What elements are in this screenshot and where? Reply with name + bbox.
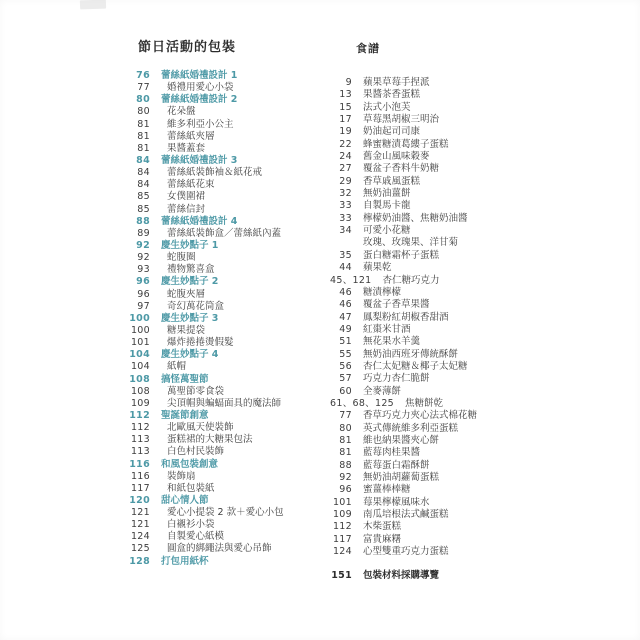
toc-entry	[128, 179, 358, 191]
toc-entry	[330, 423, 600, 435]
toc-entry	[330, 237, 600, 249]
entry-title: 蕾絲紙夾層	[167, 130, 215, 142]
toc-entry	[330, 410, 600, 422]
entry-title: 自製愛心紙模	[167, 531, 225, 543]
entry-title: 無花果水羊羹	[363, 336, 421, 348]
entry-title: 焦糖餅乾	[405, 397, 444, 409]
entry-title: 裝飾扇	[167, 470, 196, 482]
entry-title: 爆炸捲捲燙假髮	[167, 337, 234, 349]
toc-entry	[128, 276, 358, 288]
toc-entry	[330, 324, 600, 336]
page-number: 34	[339, 225, 352, 237]
entry-title: 蕾絲紙婚禮設計 1	[161, 70, 238, 81]
page-number: 45、121	[330, 274, 372, 286]
page-number: 19	[339, 126, 352, 138]
page-number: 81	[137, 142, 150, 154]
page-number: 15	[339, 101, 352, 113]
page-number: 113	[130, 434, 150, 446]
page-number: 100	[129, 312, 150, 324]
entry-title: 甜心情人節	[161, 494, 209, 506]
toc-entry	[128, 398, 358, 410]
toc-entry	[330, 250, 600, 262]
toc-entry	[128, 70, 358, 82]
toc-entry	[128, 531, 358, 543]
toc-entry	[128, 216, 358, 228]
toc-entry	[128, 204, 358, 216]
toc-entry	[128, 119, 358, 131]
entry-title: 禮物驚喜盒	[167, 264, 215, 276]
page-number: 57	[339, 373, 352, 385]
toc-entry	[128, 422, 358, 434]
page-number: 46	[339, 286, 352, 298]
page-number: 81	[137, 118, 150, 130]
entry-title: 香草巧克力夾心法式棉花糖	[363, 410, 478, 422]
entry-title: 巧克力杏仁脆餅	[363, 373, 430, 385]
entry-title: 蛋白糖霜杯子蛋糕	[363, 249, 440, 261]
page-number: 96	[137, 288, 150, 300]
toc-entry	[128, 386, 358, 398]
entry-title: 紅棗米甘酒	[363, 323, 411, 335]
toc-entry	[128, 143, 358, 155]
entry-title: 愛心小提袋 2 款＋愛心小包	[167, 507, 284, 519]
entry-title: 木柴蛋糕	[363, 521, 402, 533]
toc-entry	[128, 167, 358, 179]
page-number: 109	[332, 509, 352, 521]
toc-entry	[330, 472, 600, 484]
toc-entry-materials-guide	[330, 570, 600, 582]
scan-artifact-mark	[80, 0, 106, 9]
toc-entry	[330, 312, 600, 324]
page-number: 81	[339, 434, 352, 446]
page-number: 61、68、125	[330, 397, 395, 409]
entry-title: 蕾絲紙裝飾盒／蕾絲紙內蓋	[167, 227, 282, 239]
toc-entry	[330, 509, 600, 521]
entry-title: 玫瑰、玫瑰果、洋甘菊	[363, 237, 459, 249]
list-gap	[330, 558, 600, 570]
entry-title: 北歐風天使裝飾	[167, 422, 234, 434]
entry-title: 紙帽	[167, 361, 187, 373]
entry-title: 糖漬檸檬	[363, 286, 402, 298]
entry-title: 奶油起司司康	[363, 126, 421, 138]
toc-entry	[330, 275, 600, 287]
page-number: 100	[130, 324, 150, 336]
toc-entry	[128, 434, 358, 446]
section-title-recipes: 食譜	[356, 42, 380, 55]
page-number: 117	[332, 533, 352, 545]
page-number: 124	[130, 531, 150, 543]
toc-list-left	[128, 70, 358, 568]
entry-title: 慶生妙點子 1	[161, 239, 219, 251]
toc-entry	[330, 213, 600, 225]
toc-entry	[330, 188, 600, 200]
toc-list-right	[330, 77, 600, 558]
toc-entry	[330, 336, 600, 348]
toc-entry	[128, 228, 358, 240]
page-number: 80	[339, 422, 352, 434]
page-number: 9	[345, 77, 352, 88]
entry-title: 蜜薑棒棒糖	[363, 484, 411, 496]
page-number: 77	[137, 82, 150, 94]
entry-title: 和紙包裝紙	[167, 482, 215, 494]
page-number: 121	[130, 519, 150, 531]
page-number: 96	[339, 484, 352, 496]
entry-title: 杏仁糖巧克力	[382, 274, 440, 286]
page-number: 49	[339, 323, 352, 335]
page-number: 55	[339, 348, 352, 360]
page-number: 80	[137, 106, 150, 118]
toc-footer	[330, 570, 600, 582]
entry-title: 蛋糕裙的大糖果包法	[167, 434, 253, 446]
toc-entry	[330, 176, 600, 188]
toc-entry	[330, 460, 600, 472]
toc-entry	[330, 287, 600, 299]
entry-title: 蕾絲紙婚禮設計 3	[161, 154, 238, 166]
page-number: 81	[137, 130, 150, 142]
toc-entry	[128, 131, 358, 143]
entry-title: 慶生妙點子 2	[161, 276, 219, 288]
page-number: 112	[130, 422, 150, 434]
entry-title: 蕾絲紙花束	[167, 179, 215, 191]
page-number: 92	[136, 239, 150, 251]
entry-title: 覆盆子香草果醬	[363, 299, 430, 311]
entry-title: 舊金山風味穀麥	[363, 151, 430, 163]
toc-entry	[330, 114, 600, 126]
page-number: 125	[130, 543, 150, 555]
entry-title: 尖頂帽與蝙蝠面具的魔法師	[167, 397, 282, 409]
entry-title: 可愛小花糖	[363, 225, 411, 237]
toc-entry	[128, 556, 358, 568]
toc-entry	[128, 471, 358, 483]
entry-title: 婚禮用愛心小袋	[167, 82, 234, 94]
toc-entry	[128, 286, 358, 301]
page-number: 93	[137, 264, 150, 276]
page-number: 88	[136, 215, 150, 227]
page-number: 116	[130, 470, 150, 482]
page-number: 128	[129, 555, 150, 567]
section-recipes	[330, 40, 600, 583]
entry-title: 蕾絲紙婚禮設計 2	[161, 94, 238, 106]
entry-title: 維多利亞小公主	[167, 118, 234, 130]
entry-title: 維也納果醬夾心餅	[363, 434, 440, 446]
page-number: 60	[339, 385, 352, 397]
toc-entry	[330, 225, 600, 237]
entry-title: 蕾絲信封	[167, 203, 206, 215]
page-number: 117	[130, 482, 150, 494]
entry-title: 香草戚風蛋糕	[363, 175, 421, 187]
page-number: 47	[339, 311, 352, 323]
toc-entry	[128, 374, 358, 386]
entry-title: 蘋果乾	[363, 262, 392, 274]
toc-entry	[128, 483, 358, 495]
page-number: 108	[130, 385, 150, 397]
toc-entry	[128, 410, 358, 422]
page-number: 104	[129, 349, 150, 361]
toc-entry	[330, 299, 600, 311]
section-title-festive-packaging: 節日活動的包裝	[138, 40, 237, 55]
toc-entry	[330, 102, 600, 114]
entry-title: 蜂蜜糖漬葛縷子蛋糕	[363, 138, 449, 150]
entry-title: 慶生妙點子 4	[161, 349, 219, 361]
entry-title: 和風包裝創意	[161, 458, 219, 470]
page-number: 116	[129, 458, 150, 470]
entry-title: 果醬茶香蛋糕	[363, 89, 421, 101]
toc-entry	[128, 240, 358, 252]
page-number: 77	[339, 410, 352, 422]
page-number: 84	[136, 154, 150, 166]
toc-entry	[330, 163, 600, 175]
page-number: 104	[130, 361, 150, 373]
toc-entry	[330, 447, 600, 459]
toc-entry	[128, 94, 358, 106]
page-number: 33	[339, 200, 352, 212]
page-number: 80	[136, 94, 150, 106]
toc-entry	[128, 249, 358, 264]
entry-title: 蕾絲紙婚禮設計 4	[161, 215, 238, 227]
toc-entry	[330, 435, 600, 447]
entry-title: 南瓜培根法式鹹蛋糕	[363, 509, 449, 521]
toc-entry	[330, 151, 600, 163]
toc-entry	[128, 301, 358, 313]
entry-title: 蛇腹圈	[167, 252, 196, 264]
entry-title: 蕾絲紙裝飾袖＆紙花戒	[167, 167, 263, 179]
page-number: 56	[339, 360, 352, 372]
page-number: 44	[339, 262, 352, 274]
toc-entry	[330, 200, 600, 212]
entry-title: 白色村民裝飾	[167, 446, 225, 458]
page-number: 13	[339, 89, 352, 101]
entry-title: 鳳梨粉紅胡椒香甜酒	[363, 311, 449, 323]
entry-title: 奇幻萬花筒盒	[167, 300, 225, 312]
entry-title: 檸檬奶油醬、焦糖奶油醬	[363, 212, 468, 224]
page-number: 35	[339, 249, 352, 261]
entry-title: 覆盆子香料牛奶糖	[363, 163, 440, 175]
toc-entry	[128, 106, 358, 118]
entry-title: 女僕圍裙	[167, 191, 206, 203]
entry-title: 圓盒的綁繩法與愛心吊飾	[167, 543, 272, 555]
entry-title: 果醬蓋套	[167, 142, 206, 154]
toc-entry	[330, 546, 600, 558]
page-number: 97	[137, 300, 150, 312]
toc-entry	[330, 349, 600, 361]
toc-entry	[330, 521, 600, 533]
toc-entry	[128, 337, 358, 349]
entry-title: 聖誕節創意	[161, 409, 209, 421]
entry-title: 無奶油胡蘿蔔蛋糕	[363, 472, 440, 483]
toc-entry	[128, 264, 358, 276]
toc-entry	[330, 497, 600, 509]
page-number: 88	[339, 459, 352, 471]
page-number: 85	[137, 191, 150, 203]
entry-title: 無奶油西班牙傳統酥餅	[363, 348, 459, 360]
page-number: 89	[137, 227, 150, 239]
page-number: 124	[332, 546, 352, 558]
page-number: 112	[332, 521, 352, 533]
page-number: 96	[136, 276, 150, 288]
entry-title: 草莓黑胡椒三明治	[363, 114, 440, 126]
page-number: 112	[129, 409, 150, 421]
toc-entry	[330, 386, 600, 398]
toc-entry	[128, 507, 358, 519]
toc-entry	[330, 373, 600, 385]
page-number: 46	[339, 299, 352, 311]
toc-entry	[128, 349, 358, 361]
entry-title: 萬聖節零食袋	[167, 385, 225, 397]
page-number: 151	[331, 570, 352, 582]
toc-entry	[330, 398, 600, 410]
entry-title: 蘋果草莓手捏派	[363, 77, 430, 88]
entry-title: 搞怪萬聖節	[161, 373, 209, 385]
toc-entry	[330, 89, 600, 101]
entry-title: 慶生妙點子 3	[161, 312, 219, 324]
page-number: 84	[137, 179, 150, 191]
entry-title: 英式傳統維多利亞蛋糕	[363, 422, 459, 434]
page-number: 101	[332, 496, 352, 508]
page-number: 92	[137, 252, 150, 264]
entry-title: 蛇腹夾層	[167, 288, 206, 300]
page-number: 17	[339, 114, 352, 126]
entry-title: 無奶油薑餅	[363, 188, 411, 200]
page-number: 29	[339, 175, 352, 187]
entry-title: 藍莓蛋白霜酥餅	[363, 459, 430, 471]
toc-entry	[128, 361, 358, 373]
toc-entry	[330, 361, 600, 373]
page-number: 22	[339, 138, 352, 150]
page-number: 121	[130, 507, 150, 519]
toc-entry	[330, 126, 600, 138]
page-number: 32	[339, 188, 352, 200]
toc-entry	[330, 77, 600, 89]
toc-entry	[128, 543, 358, 555]
entry-title: 全麥薄餅	[363, 385, 402, 397]
toc-entry	[128, 495, 358, 507]
page-number: 33	[339, 212, 352, 224]
page-number: 51	[339, 336, 352, 348]
entry-title: 糖果提袋	[167, 324, 206, 336]
entry-title: 打包用紙杯	[161, 555, 209, 567]
toc-entry	[330, 262, 600, 274]
entry-title: 包裝材料採購導覽	[363, 570, 440, 582]
toc-entry	[128, 325, 358, 337]
toc-entry	[330, 139, 600, 151]
page-number: 108	[129, 373, 150, 385]
entry-title: 杏仁太妃糖＆椰子太妃糖	[363, 360, 468, 372]
page-number: 85	[137, 203, 150, 215]
toc-entry	[128, 313, 358, 325]
section-festive-packaging	[128, 36, 358, 568]
entry-title: 藍莓肉桂果醬	[363, 447, 421, 459]
toc-entry	[128, 191, 358, 203]
page-number: 109	[130, 397, 150, 409]
toc-entry	[128, 82, 358, 94]
page-number: 92	[339, 472, 352, 483]
page-number: 120	[129, 494, 150, 506]
toc-entry	[128, 519, 358, 531]
toc-entry	[330, 484, 600, 496]
entry-title: 心型雙重巧克力蛋糕	[363, 546, 449, 558]
page-number: 113	[130, 446, 150, 458]
page-number: 24	[339, 151, 352, 163]
entry-title: 自製馬卡龍	[363, 200, 411, 212]
toc-entry	[128, 446, 358, 458]
entry-title: 莓果檸檬風味水	[363, 496, 430, 508]
page-number: 101	[130, 337, 150, 349]
page-number: 81	[339, 447, 352, 459]
toc-entry	[128, 155, 358, 167]
entry-title: 白襯衫小袋	[167, 519, 215, 531]
page-number: 27	[339, 163, 352, 175]
entry-title: 富貴麻糬	[363, 533, 402, 545]
page-number: 84	[137, 167, 150, 179]
page-number: 76	[136, 70, 150, 81]
entry-title: 法式小泡芙	[363, 101, 411, 113]
toc-entry	[128, 459, 358, 471]
toc-entry	[330, 534, 600, 546]
entry-title: 花朵盤	[167, 106, 196, 118]
